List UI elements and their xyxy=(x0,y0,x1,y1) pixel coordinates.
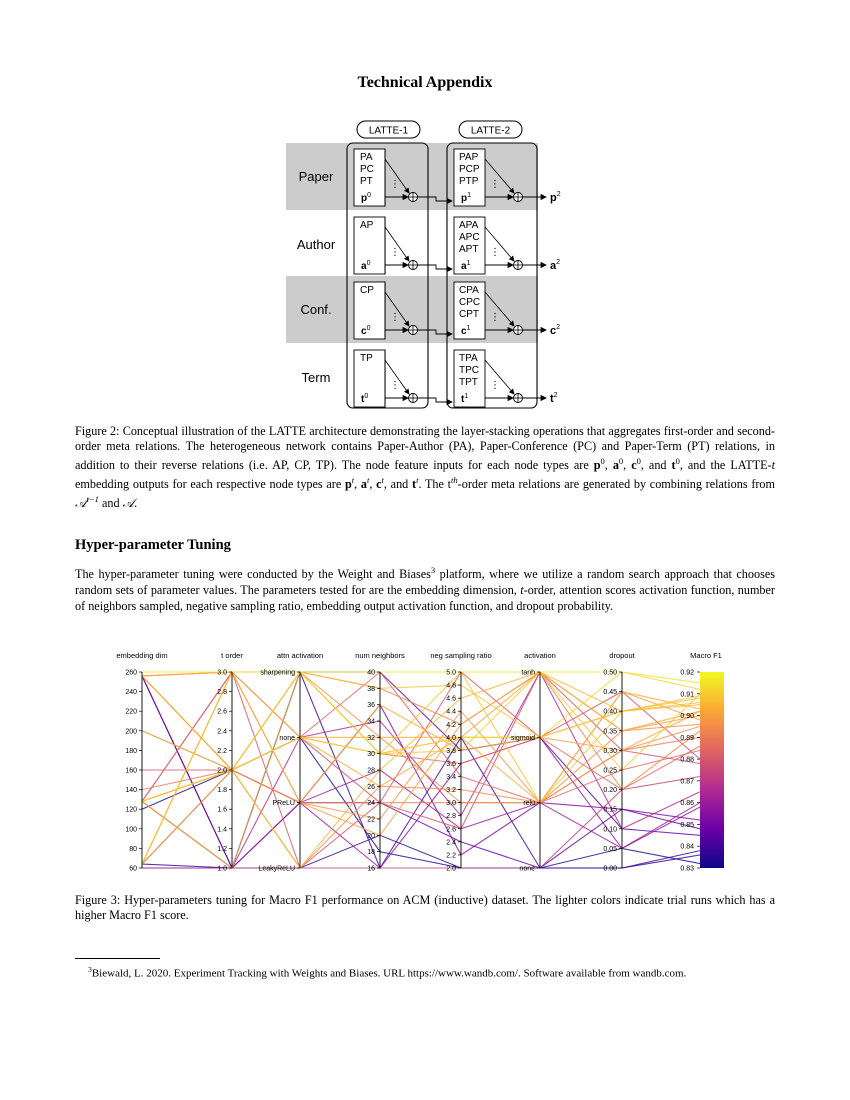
sep: , and xyxy=(383,477,412,492)
ellipsis: ⋮ xyxy=(390,380,400,391)
sup: 1 xyxy=(467,192,472,199)
tick-label: 160 xyxy=(125,767,137,775)
tick-label: 3.4 xyxy=(446,774,456,782)
figure-2-caption xyxy=(75,424,775,511)
tick-label: 0.45 xyxy=(603,689,617,697)
tick-label: 0.25 xyxy=(603,767,617,775)
tick-label: 0.91 xyxy=(680,691,694,699)
tick-label: none xyxy=(279,734,295,742)
relation-l2: PCP xyxy=(459,164,480,175)
tick-label: 5.0 xyxy=(446,669,456,677)
tick-label: 4.6 xyxy=(446,695,456,703)
math-a: a xyxy=(360,477,367,492)
tick-label: 0.84 xyxy=(680,843,694,851)
tick-label: 0.35 xyxy=(603,728,617,736)
sep: , xyxy=(369,477,377,492)
relation-l1: CP xyxy=(360,285,374,296)
section-paragraph xyxy=(75,562,775,614)
tick-label: 1.2 xyxy=(217,845,227,853)
tick-label: 2.2 xyxy=(217,747,227,755)
tick-label: 1.0 xyxy=(217,865,227,873)
sup: 2 xyxy=(556,324,561,331)
tick-label: 4.4 xyxy=(446,708,456,716)
tick-label: 0.87 xyxy=(680,778,694,786)
tick-label: 120 xyxy=(125,806,137,814)
sup: 1 xyxy=(464,393,469,400)
tick-label: 240 xyxy=(125,689,137,697)
relation-l1: PC xyxy=(360,164,374,175)
tick-label: none xyxy=(519,865,535,873)
tick-label: 2.8 xyxy=(446,813,456,821)
tick-label: 1.8 xyxy=(217,787,227,795)
layer-label-2: LATTE-2 xyxy=(470,125,511,137)
tick-label: sharpening xyxy=(260,669,295,677)
math-t-italic: t xyxy=(771,458,776,473)
node-symbol: c xyxy=(550,325,557,337)
sup: 2 xyxy=(556,191,561,198)
tick-label: 32 xyxy=(367,734,375,742)
figure-2-text-5: -order meta relations are generated by combining relations from xyxy=(457,477,776,492)
sup-tm1: t−1 xyxy=(86,494,99,505)
row-label: Paper xyxy=(298,169,334,184)
axis-label: Macro F1 xyxy=(690,651,722,660)
tick-label: 2.0 xyxy=(446,865,456,873)
axis-label: activation xyxy=(524,651,556,660)
sup: t xyxy=(416,475,419,486)
tick-label: 30 xyxy=(367,751,375,759)
tick-label: 36 xyxy=(367,702,375,710)
relation-l1: TP xyxy=(360,353,373,364)
math-c: c xyxy=(376,477,382,492)
tick-label: 0.15 xyxy=(603,806,617,814)
node-symbol: p xyxy=(550,192,557,204)
math-p: p xyxy=(593,458,601,473)
period: . xyxy=(134,496,138,511)
ellipsis: ⋮ xyxy=(390,247,400,258)
tick-label: 2.4 xyxy=(446,839,456,847)
tick-label: 40 xyxy=(367,669,375,677)
tick-label: 3.6 xyxy=(446,760,456,768)
sep: , xyxy=(604,458,613,473)
relation-l1: PT xyxy=(360,176,373,187)
tick-label: 16 xyxy=(367,865,375,873)
sup: 1 xyxy=(466,260,471,267)
tick-label: 1.4 xyxy=(217,826,227,834)
relation-l2: TPA xyxy=(459,353,478,364)
ellipsis: ⋮ xyxy=(390,179,400,190)
node-symbol: t xyxy=(361,394,365,405)
node-output xyxy=(550,259,560,272)
node-symbol: a xyxy=(361,261,367,272)
node-symbol: p xyxy=(461,193,468,204)
tick-label: 0.10 xyxy=(603,826,617,834)
figure-2-text-2: , and the LATTE- xyxy=(679,458,772,473)
footnote-mark: 3 xyxy=(430,565,436,575)
tick-label: PReLU xyxy=(272,800,295,808)
node-output xyxy=(550,392,558,405)
tick-label: 220 xyxy=(125,708,137,716)
tick-label: 22 xyxy=(367,816,375,824)
tick-label: 0.90 xyxy=(680,713,694,721)
axis-label: embedding dim xyxy=(116,651,168,660)
row-label: Author xyxy=(296,237,336,252)
tick-label: 20 xyxy=(367,832,375,840)
tick-label: 26 xyxy=(367,783,375,791)
para-text-2: platform, where we utilize a random search approach that chooses random sets of parameter values. The parameters tested for are the embedding dimension, xyxy=(75,567,775,598)
figure-3-caption xyxy=(75,893,775,923)
section-heading: Hyper-parameter Tuning xyxy=(75,537,231,553)
tick-label: 0.85 xyxy=(680,821,694,829)
para-text-3: -order, attention scores activation function, number of neighbors sampled, negative sampling ratio, embedding output activation function, and dropout probability. xyxy=(75,583,775,614)
tick-label: 180 xyxy=(125,747,137,755)
tick-label: 18 xyxy=(367,849,375,857)
sup: t xyxy=(381,475,384,486)
tick-label: 200 xyxy=(125,728,137,736)
tick-label: sigmoid xyxy=(510,734,535,742)
ellipsis: ⋮ xyxy=(490,312,500,323)
tick-label: 0.92 xyxy=(680,669,694,677)
sup: 0 xyxy=(600,456,605,466)
para-text-1: The hyper-parameter tuning were conducted by the Weight and Biases xyxy=(75,567,431,582)
footnote xyxy=(88,963,686,981)
hyperparameter-parallel-coordinates-chart xyxy=(0,640,850,880)
relation-l2: TPC xyxy=(459,365,479,376)
sep: , xyxy=(623,458,632,473)
tick-label: 34 xyxy=(367,718,375,726)
tick-label: 2.2 xyxy=(446,852,456,860)
footnote-rule xyxy=(75,958,160,959)
layer-label-1: LATTE-1 xyxy=(368,125,409,137)
ellipsis: ⋮ xyxy=(390,312,400,323)
tick-label: relu xyxy=(523,800,535,808)
node-symbol: c xyxy=(461,326,467,337)
row-label: Term xyxy=(301,370,331,385)
math-t-italic: t xyxy=(520,583,524,598)
tick-label: 60 xyxy=(129,865,137,873)
sep: , xyxy=(354,477,361,492)
tick-label: 2.8 xyxy=(217,689,227,697)
relation-l2: CPA xyxy=(459,285,479,296)
sup: 0 xyxy=(367,192,372,199)
tick-label: 2.4 xyxy=(217,728,227,736)
figure-2-text-4: . The t xyxy=(418,477,452,492)
relation-l2: TPT xyxy=(459,377,478,388)
tick-label: 0.88 xyxy=(680,756,694,764)
tick-label: 3.2 xyxy=(446,787,456,795)
tick-label: 3.0 xyxy=(217,669,227,677)
axis-label: t order xyxy=(221,651,243,660)
math-A: 𝒜 xyxy=(75,496,87,511)
sup-th: th xyxy=(451,475,458,486)
node-output xyxy=(550,324,560,337)
footnote-number: 3 xyxy=(88,965,92,974)
relation-l2: APC xyxy=(459,232,480,243)
tick-label: 38 xyxy=(367,685,375,693)
relation-l1: PA xyxy=(360,152,373,163)
sup: 2 xyxy=(556,259,561,266)
tick-label: LeakyReLU xyxy=(258,865,295,873)
tick-label: 0.83 xyxy=(680,865,694,873)
tick-label: 0.05 xyxy=(603,845,617,853)
node-symbol: t xyxy=(461,394,465,405)
latte-architecture-figure xyxy=(0,112,850,412)
node-output xyxy=(550,191,561,204)
row-label: Conf. xyxy=(300,302,332,317)
node-symbol: c xyxy=(361,326,367,337)
sup: 0 xyxy=(618,456,624,466)
tick-label: 3.8 xyxy=(446,747,456,755)
sup: 0 xyxy=(636,456,641,466)
tick-label: 2.0 xyxy=(217,767,227,775)
tick-label: 80 xyxy=(129,845,137,853)
tick-label: 0.30 xyxy=(603,747,617,755)
colorbar xyxy=(700,672,724,868)
relation-l2: CPT xyxy=(459,309,479,320)
tick-label: 100 xyxy=(125,826,137,834)
tick-label: 4.8 xyxy=(446,682,456,690)
figure-3-label: Figure 3: xyxy=(75,893,121,907)
relation-l2: PAP xyxy=(459,152,479,163)
tick-label: 1.6 xyxy=(217,806,227,814)
math-c: c xyxy=(631,458,637,473)
footnote-text: Biewald, L. 2020. Experiment Tracking with Weights and Biases. URL https://www.wandb.com/. Software available from wandb.com. xyxy=(91,967,687,980)
relation-l1: AP xyxy=(360,220,374,231)
tick-label: tanh xyxy=(521,669,535,677)
ellipsis: ⋮ xyxy=(490,247,500,258)
ellipsis: ⋮ xyxy=(490,179,500,190)
figure-2-text-3: embedding outputs for each respective node types are xyxy=(75,477,345,492)
axis-label: dropout xyxy=(609,651,635,660)
node-symbol: p xyxy=(361,193,368,204)
relation-l2: PTP xyxy=(459,176,479,187)
sup: 0 xyxy=(366,260,371,267)
node-symbol: a xyxy=(461,261,467,272)
tick-label: 260 xyxy=(125,669,137,677)
tick-label: 0.89 xyxy=(680,734,694,742)
tick-label: 4.0 xyxy=(446,734,456,742)
tick-label: 4.2 xyxy=(446,721,456,729)
sup: 0 xyxy=(364,393,369,400)
math-p: p xyxy=(344,477,352,492)
sup: t xyxy=(351,475,355,486)
axis-label: attn activation xyxy=(276,651,324,660)
figure-2-text-1: Conceptual illustration of the LATTE architecture demonstrating the layer-stacking operations that aggregates first-order and second-order meta relations. The heterogeneous network contains Paper-Author (PA), Paper-Conference (PC) and Paper-Term (PT) relations, in addition to their reverse relations (i.e. AP, CP, TP). The node feature inputs for each node types are xyxy=(75,424,775,473)
math-A: 𝒜 xyxy=(122,496,135,511)
sup: 0 xyxy=(675,456,680,466)
tick-label: 0.86 xyxy=(680,800,694,808)
sup: t xyxy=(366,475,370,486)
tick-label: 2.6 xyxy=(217,708,227,716)
tick-label: 140 xyxy=(125,787,137,795)
math-a: a xyxy=(612,458,619,473)
tick-label: 24 xyxy=(367,800,375,808)
relation-l2: APT xyxy=(459,244,479,255)
tick-label: 0.50 xyxy=(603,669,617,677)
tick-label: 2.6 xyxy=(446,826,456,834)
relation-l2: APA xyxy=(459,220,479,231)
tick-label: 0.20 xyxy=(603,787,617,795)
sup: 1 xyxy=(466,325,471,332)
math-t: t xyxy=(671,458,676,473)
sup: 0 xyxy=(366,325,371,332)
math-t: t xyxy=(412,477,417,492)
axis-label: num neighbors xyxy=(355,651,405,660)
word-and: and xyxy=(101,496,120,511)
ellipsis: ⋮ xyxy=(490,380,500,391)
sup: 2 xyxy=(553,392,558,399)
relation-l2: CPC xyxy=(459,297,481,308)
tick-label: 3.0 xyxy=(446,800,456,808)
tick-label: 28 xyxy=(367,767,375,775)
figure-2-label: Figure 2: xyxy=(75,424,120,438)
axis-label: neg sampling ratio xyxy=(430,651,492,660)
node-symbol: a xyxy=(550,260,557,272)
figure-3-text: Hyper-parameters tuning for Macro F1 performance on ACM (inductive) dataset. The lighter colors indicate trial runs which has a higher Macro F1 score. xyxy=(75,893,775,922)
sep: , and xyxy=(640,458,672,473)
page-title: Technical Appendix xyxy=(357,74,493,91)
node-symbol: t xyxy=(550,393,554,405)
tick-label: 0.00 xyxy=(603,865,617,873)
tick-label: 0.40 xyxy=(603,708,617,716)
